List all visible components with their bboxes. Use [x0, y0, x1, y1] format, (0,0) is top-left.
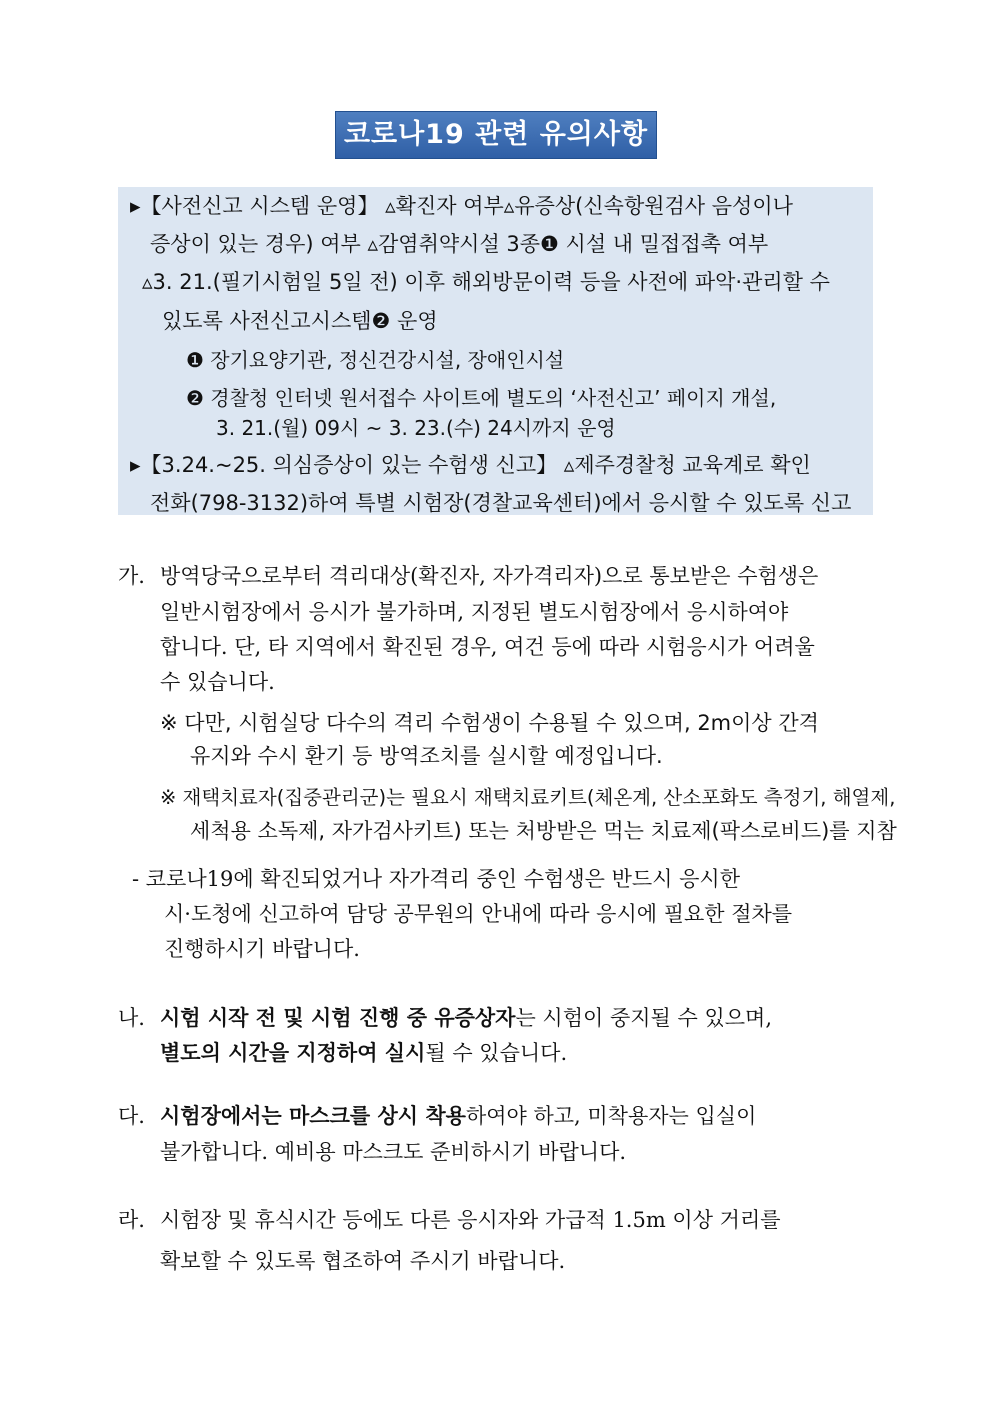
notice-footnote-1: ❶ 장기요양기관, 정신건강시설, 장애인시설 — [186, 348, 565, 372]
ga-dash-line-1: - 코로나19에 확진되었거나 자가격리 중인 수험생은 반드시 응시한 — [132, 867, 740, 891]
notice-line-1: ▸【사전신고 시스템 운영】 ▵확진자 여부▵유증상(신속항원검사 음성이나 — [130, 194, 793, 218]
section-da-line-2: 불가합니다. 예비용 마스크도 준비하시기 바랍니다. — [160, 1140, 627, 1164]
ga-note-2-line-2: 세척용 소독제, 자가검사키트) 또는 처방받은 먹는 치료제(팍스로비드)를 지참 — [190, 819, 897, 843]
da-text-1: 하여야 하고, 미착용자는 입실이 — [465, 1104, 757, 1128]
notice-footnote-2-cont: 3. 21.(월) 09시 ~ 3. 23.(수) 24시까지 운영 — [216, 416, 616, 440]
notice-line-3: ▵3. 21.(필기시험일 5일 전) 이후 해외방문이력 등을 사전에 파악·관리할 수 — [142, 270, 830, 294]
notice-line-8: ▸【3.24.~25. 의심증상이 있는 수험생 신고】 ▵제주경찰청 교육계로 확인 — [130, 453, 811, 477]
section-ga-line-1: 방역당국으로부터 격리대상(확진자, 자가격리자)으로 통보받은 수험생은 — [160, 564, 819, 588]
section-ga-line-3: 합니다. 단, 타 지역에서 확진된 경우, 여건 등에 따라 시험응시가 어려울 — [160, 635, 815, 659]
section-ra-line-1: 시험장 및 휴식시간 등에도 다른 응시자와 가급적 1.5m 이상 거리를 — [160, 1208, 781, 1232]
na-text-2: 될 수 있습니다. — [425, 1041, 568, 1065]
section-ga-line-4: 수 있습니다. — [160, 670, 275, 694]
notice-line-2: 증상이 있는 경우) 여부 ▵감염취약시설 3종❶ 시설 내 밀접접촉 여부 — [150, 232, 769, 256]
page-title: 코로나19 관련 유의사항 — [335, 111, 657, 159]
ga-note-2-line-1: ※ 재택치료자(집중관리군)는 필요시 재택치료키트(체온계, 산소포화도 측정기, 해열제, — [160, 786, 896, 809]
na-bold-1: 시험 시작 전 및 시험 진행 중 유증상자 — [160, 1005, 516, 1030]
notice-footnote-2: ❷ 경찰청 인터넷 원서접수 사이트에 별도의 ‘사전신고’ 페이지 개설, — [186, 386, 777, 410]
section-ga-line-2: 일반시험장에서 응시가 불가하며, 지정된 별도시험장에서 응시하여야 — [160, 600, 789, 624]
section-da-line-1 — [160, 1101, 756, 1131]
ga-dash-line-3: 진행하시기 바랍니다. — [164, 937, 360, 961]
section-ra-line-2: 확보할 수 있도록 협조하여 주시기 바랍니다. — [160, 1249, 566, 1273]
section-na-line-1 — [160, 1003, 772, 1033]
section-ra-marker: 라. — [118, 1208, 145, 1232]
na-bold-2: 별도의 시간을 지정하여 실시 — [160, 1040, 426, 1065]
na-text-1: 는 시험이 중지될 수 있으며, — [515, 1006, 772, 1030]
ga-dash-line-2: 시·도청에 신고하여 담당 공무원의 안내에 따라 응시에 필요한 절차를 — [164, 902, 793, 926]
notice-line-4: 있도록 사전신고시스템❷ 운영 — [162, 309, 438, 333]
ga-note-1-line-1: ※ 다만, 시험실당 다수의 격리 수험생이 수용될 수 있으며, 2m이상 간격 — [160, 711, 819, 735]
section-da-marker: 다. — [118, 1104, 145, 1128]
ga-note-1-line-2: 유지와 수시 환기 등 방역조치를 실시할 예정입니다. — [190, 744, 663, 768]
section-na-line-2 — [160, 1038, 567, 1068]
da-bold-1: 시험장에서는 마스크를 상시 착용 — [160, 1103, 466, 1128]
notice-line-9: 전화(798-3132)하여 특별 시험장(경찰교육센터)에서 응시할 수 있도록 신고 — [150, 491, 852, 515]
section-na-marker: 나. — [118, 1006, 145, 1030]
section-ga-marker: 가. — [118, 564, 145, 588]
